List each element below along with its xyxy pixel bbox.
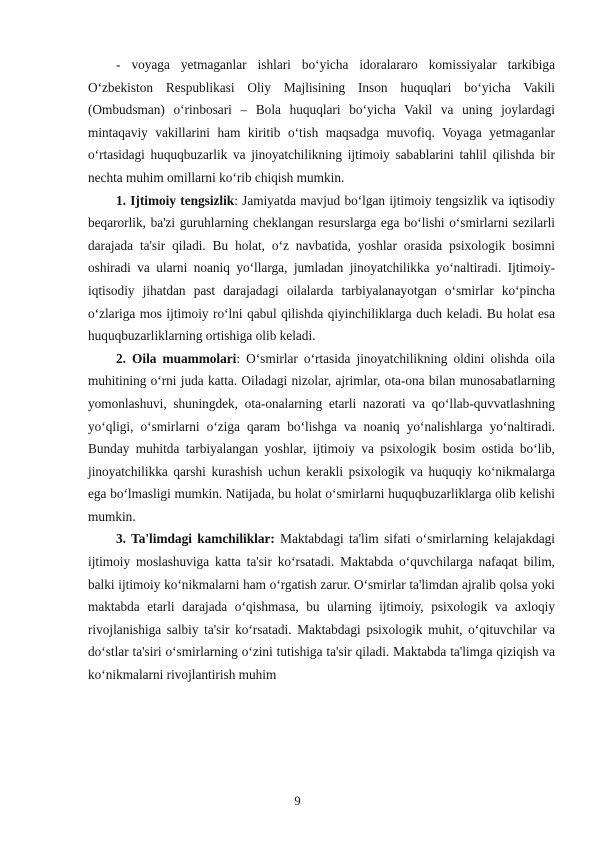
paragraph-intro [88,54,555,190]
section-heading: 3. Ta'limdagi kamchiliklar: [116,531,275,547]
paragraph-social-inequality [88,190,555,348]
section-heading: 1. Ijtimoiy tengsizlik [116,192,235,208]
paragraph-education-shortcomings [88,528,555,686]
paragraph-text: Maktabdagi ta'lim sifati o‘smirlarning kelajakdagi ijtimoiy moslashuviga katta ta'sir ko‘rsatadi. Maktabda o‘quvchilarga nafaqat bilim, balki ijtimoiy ko‘nikmalarni ham o‘rgatish zarur. O‘smirlar ta'limdan ajralib qolsa yoki maktabda etarli darajada o‘qishmasa, bu ularning ijtimoiy, psixologik va axloqiy rivojlanishiga salbiy ta'sir ko‘rsatadi. Maktabdagi psixologik muhit, o‘qituvchilar va do‘stlar ta'siri o‘smirlarning o‘zini tutishiga ta'sir qiladi. Maktabda ta'limga qiziqish va ko‘nikmalarni rivojlantirish muhim [88,531,556,683]
paragraph-text: : Jamiyatda mavjud bo‘lgan ijtimoiy tengsizlik va iqtisodiy beqarorlik, ba'zi guruhlarning cheklangan resurslarga ega bo‘lishi o‘smirlarni sezilarli darajada ta'sir qiladi. Bu holat, o‘z navbatida, yoshlar orasida psixologik bosimni oshiradi va ularni noaniq yo‘llarga, jumladan jinoyatchilikka yo‘naltiradi. Ijtimoiy-iqtisodiy jihatdan past darajadagi oilalarda tarbiyalanayotgan o‘smirlar ko‘pincha o‘zlariga mos ijtimoiy ro‘lni qabul qilishda qiyinchiliklarga duch keladi. Bu holat esa huquqbuzarliklarning ortishiga olib keladi. [88,192,555,344]
document-page [88,54,555,687]
paragraph-family-problems [88,348,555,529]
section-heading: 2. Oila muammolari [116,350,237,366]
page-number: 9 [294,794,301,808]
paragraph-text: - voyaga yetmaganlar ishlari bo‘yicha idoralararo komissiyalar tarkibiga O‘zbekiston Respublikasi Oliy Majlisining Inson huquqlari bo‘yicha Vakili (Ombudsman) o‘rinbosari – Bola huquqlari bo‘yicha Vakil va uning joylardagi mintaqaviy vakillarini ham kiritib o‘tish maqsadga muvofiq. Voyaga yetmaganlar o‘rtasidagi huquqbuzarlik va jinoyatchilikning ijtimoiy sabablarini tahlil qilishda bir nechta muhim omillarni ko‘rib chiqish mumkin. [88,57,555,185]
paragraph-text: : O‘smirlar o‘rtasida jinoyatchilikning oldini olishda oila muhitining o‘rni juda katta. Oiladagi nizolar, ajrimlar, ota-ona bilan munosabatlarning yomonlashuvi, shuningdek, ota-onalarning etarli nazorati va qo‘llab-quvvatlashning yo‘qligi, o‘smirlarni o‘ziga qaram bo‘lishga va noaniq yo‘nalishlarga yo‘naltiradi. Bunday muhitda tarbiyalangan yoshlar, ijtimoiy va psixologik bosim ostida bo‘lib, jinoyatchilikka qarshi kurashish uchun kerakli psixologik va huquqiy ko‘nikmalarga ega bo‘lmasligi mumkin. Natijada, bu holat o‘smirlarni huquqbuzarliklarga olib kelishi mumkin. [88,350,555,524]
